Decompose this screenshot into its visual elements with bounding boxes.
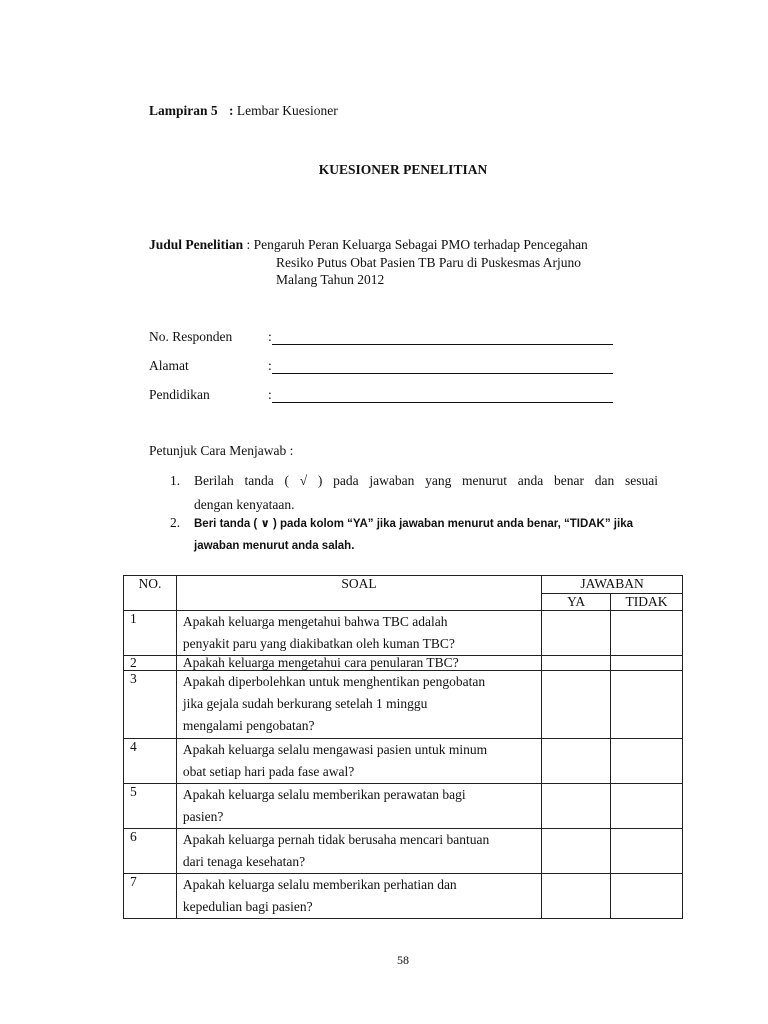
answer-tidak-cell[interactable] bbox=[611, 656, 683, 671]
row-question bbox=[176, 739, 541, 784]
judul-label-line bbox=[149, 237, 588, 253]
question-line: Apakah diperbolehkan untuk menghentikan pengobatan bbox=[182, 674, 486, 689]
table-row bbox=[124, 739, 683, 784]
row-question bbox=[176, 829, 541, 874]
page-number: 58 bbox=[397, 953, 409, 967]
lampiran-label: Lampiran 5 bbox=[149, 103, 218, 118]
petunjuk-1-text: Berilah tanda ( √ ) pada jawaban yang menurut anda benar dan sesuai bbox=[194, 473, 658, 488]
table-row bbox=[124, 784, 683, 829]
answer-tidak-cell[interactable] bbox=[611, 829, 683, 874]
question-line: pasien? bbox=[182, 809, 224, 824]
judul-line-3: Malang Tahun 2012 bbox=[276, 272, 385, 287]
field-alamat-label: Alamat bbox=[149, 358, 189, 373]
answer-ya-cell[interactable] bbox=[542, 874, 611, 919]
table-row bbox=[124, 611, 683, 656]
lampiran-line bbox=[149, 103, 338, 119]
row-number: 3 bbox=[124, 671, 177, 739]
question-line: obat setiap hari pada fase awal? bbox=[182, 764, 355, 779]
petunjuk-1-line-1 bbox=[194, 473, 658, 489]
answer-tidak-cell[interactable] bbox=[611, 874, 683, 919]
table-row bbox=[124, 656, 683, 671]
judul-line-2: Resiko Putus Obat Pasien TB Paru di Puskesmas Arjuno bbox=[276, 255, 582, 270]
field-separator: : bbox=[268, 387, 272, 402]
field-separator: : bbox=[268, 329, 272, 344]
row-question bbox=[176, 656, 541, 671]
question-line: Apakah keluarga selalu memberikan perawatan bagi bbox=[182, 787, 466, 802]
header-soal: SOAL bbox=[176, 576, 541, 611]
questionnaire-table bbox=[123, 575, 683, 919]
question-line: Apakah keluarga mengetahui cara penularan TBC? bbox=[182, 655, 459, 670]
row-number: 2 bbox=[124, 656, 177, 671]
row-number: 6 bbox=[124, 829, 177, 874]
row-number: 1 bbox=[124, 611, 177, 656]
question-line: penyakit paru yang diakibatkan oleh kuman TBC? bbox=[182, 636, 455, 651]
row-question bbox=[176, 671, 541, 739]
field-pendidikan-label: Pendidikan bbox=[149, 387, 210, 402]
petunjuk-2-line-1: Beri tanda ( ∨ ) pada kolom “YA” jika jawaban menurut anda benar, “TIDAK” jika bbox=[194, 518, 633, 530]
answer-ya-cell[interactable] bbox=[542, 656, 611, 671]
question-line: Apakah keluarga pernah tidak berusaha mencari bantuan bbox=[182, 832, 490, 847]
field-separator: : bbox=[268, 358, 272, 373]
answer-ya-cell[interactable] bbox=[542, 611, 611, 656]
row-number: 4 bbox=[124, 739, 177, 784]
petunjuk-2-num: 2. bbox=[170, 515, 181, 530]
table-row bbox=[124, 671, 683, 739]
row-number: 5 bbox=[124, 784, 177, 829]
petunjuk-1-line-2: dengan kenyataan. bbox=[194, 497, 295, 512]
field-no-responden-label: No. Responden bbox=[149, 329, 233, 344]
field-alamat[interactable] bbox=[268, 358, 613, 374]
row-question bbox=[176, 784, 541, 829]
row-number: 7 bbox=[124, 874, 177, 919]
lampiran-value: Lembar Kuesioner bbox=[236, 103, 338, 118]
field-blank-line[interactable] bbox=[272, 388, 613, 403]
judul-label: Judul Penelitian bbox=[149, 237, 244, 252]
answer-tidak-cell[interactable] bbox=[611, 739, 683, 784]
question-line: Apakah keluarga selalu memberikan perhatian dan bbox=[182, 877, 457, 892]
header-ya: YA bbox=[542, 594, 611, 611]
answer-ya-cell[interactable] bbox=[542, 739, 611, 784]
answer-tidak-cell[interactable] bbox=[611, 784, 683, 829]
header-jawaban: JAWABAN bbox=[542, 576, 683, 594]
judul-line-1: Pengaruh Peran Keluarga Sebagai PMO terhadap Pencegahan bbox=[253, 237, 588, 252]
petunjuk-heading: Petunjuk Cara Menjawab : bbox=[149, 443, 294, 458]
answer-tidak-cell[interactable] bbox=[611, 611, 683, 656]
header-no: NO. bbox=[124, 576, 177, 611]
question-line: Apakah keluarga selalu mengawasi pasien untuk minum bbox=[182, 742, 488, 757]
question-line: kepedulian bagi pasien? bbox=[182, 899, 313, 914]
field-pendidikan[interactable] bbox=[268, 387, 613, 403]
row-question bbox=[176, 611, 541, 656]
answer-ya-cell[interactable] bbox=[542, 784, 611, 829]
row-question bbox=[176, 874, 541, 919]
field-blank-line[interactable] bbox=[272, 330, 613, 345]
question-line: jika gejala sudah berkurang setelah 1 minggu bbox=[182, 696, 428, 711]
question-line: Apakah keluarga mengetahui bahwa TBC adalah bbox=[182, 614, 448, 629]
table-header-row bbox=[124, 576, 683, 594]
field-blank-line[interactable] bbox=[272, 359, 613, 374]
question-line: dari tenaga kesehatan? bbox=[182, 854, 306, 869]
judul-separator: : bbox=[246, 237, 251, 252]
table-row bbox=[124, 874, 683, 919]
question-line: mengalami pengobatan? bbox=[182, 718, 315, 733]
table-row bbox=[124, 829, 683, 874]
lampiran-separator: : bbox=[229, 103, 234, 118]
answer-ya-cell[interactable] bbox=[542, 829, 611, 874]
petunjuk-2-line-2: jawaban menurut anda salah. bbox=[194, 540, 355, 552]
petunjuk-1-num: 1. bbox=[170, 473, 181, 488]
answer-tidak-cell[interactable] bbox=[611, 671, 683, 739]
page-title: KUESIONER PENELITIAN bbox=[318, 162, 488, 177]
header-tidak: TIDAK bbox=[611, 594, 683, 611]
field-no-responden[interactable] bbox=[268, 329, 613, 345]
answer-ya-cell[interactable] bbox=[542, 671, 611, 739]
